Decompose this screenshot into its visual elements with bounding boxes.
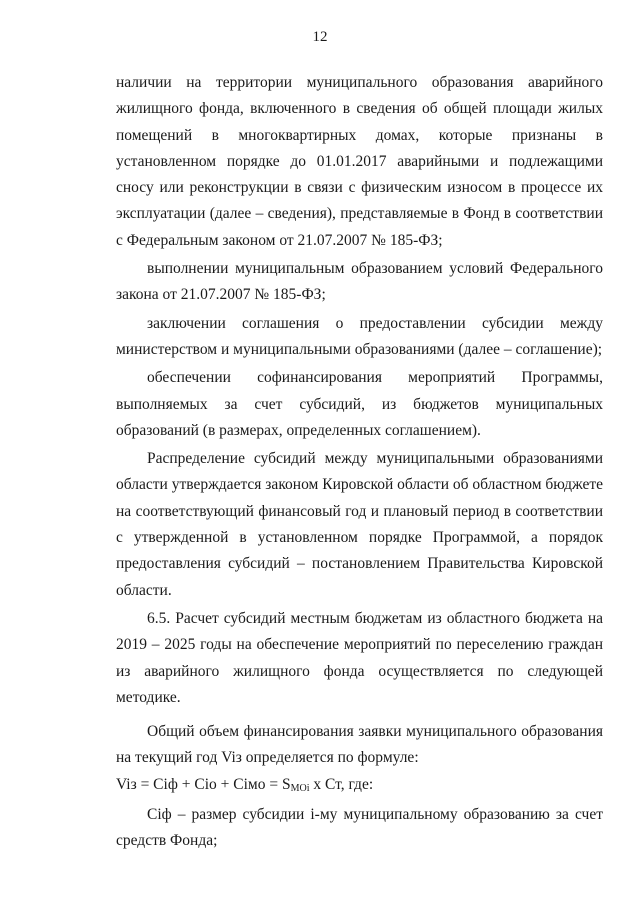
paragraph-subsidy-agreement: заключении соглашения о предоставлении субсидии между министерством и муниципальными образованиями (далее – соглашение); [116, 314, 603, 358]
document-body [116, 70, 603, 855]
formula-left: Viз = Ciф + Ciо + Ciмо = S [116, 775, 291, 793]
formula-subscript: MOi [290, 782, 310, 794]
formula-right: x Ст, где: [309, 775, 374, 793]
paragraph-cofinancing: обеспечении софинансирования мероприятий Программы, выполняемых за счет субсидий, из бюджетов муниципальных образований (в размерах, определенных соглашением). [116, 369, 603, 439]
paragraph-section-6-5: 6.5. Расчет субсидий местным бюджетам из областного бюджета на 2019 – 2025 годы на обеспечение мероприятий по переселению граждан из аварийного жилищного фонда осуществляется по следующей методике. [116, 609, 603, 706]
paragraph-cif-definition: Ciф – размер субсидии i-му муниципальному образованию за счет средств Фонда; [116, 806, 603, 850]
paragraph-emergency-housing: наличии на территории муниципального образования аварийного жилищного фонда, включенного в сведения об общей площади жилых помещений в многоквартирных домах, которые признаны в установленном порядке до 01.01.2017 аварийными и подлежащими сносу или реконструкции в связи с физическим износом в процессе их эксплуатации (далее – сведения), представляемые в Фонд в соответствии с Федеральным законом от 21.07.2007 № 185-ФЗ; [116, 74, 603, 249]
formula [116, 772, 603, 802]
page-number: 12 [312, 29, 328, 45]
paragraph-federal-law-conditions: выполнении муниципальным образованием условий Федерального закона от 21.07.2007 № 185-ФЗ; [116, 260, 603, 304]
paragraph-total-financing: Общий объем финансирования заявки муниципального образования на текущий год Viз определяется по формуле: [116, 723, 603, 767]
paragraph-subsidy-distribution: Распределение субсидий между муниципальными образованиями области утверждается законом Кировской области об областном бюджете на соответствующий финансовый год и плановый период в соответствии с утвержденной в установленном порядке Программой, а порядок предоставления субсидий – постановлением Правительства Кировской области. [116, 450, 603, 599]
